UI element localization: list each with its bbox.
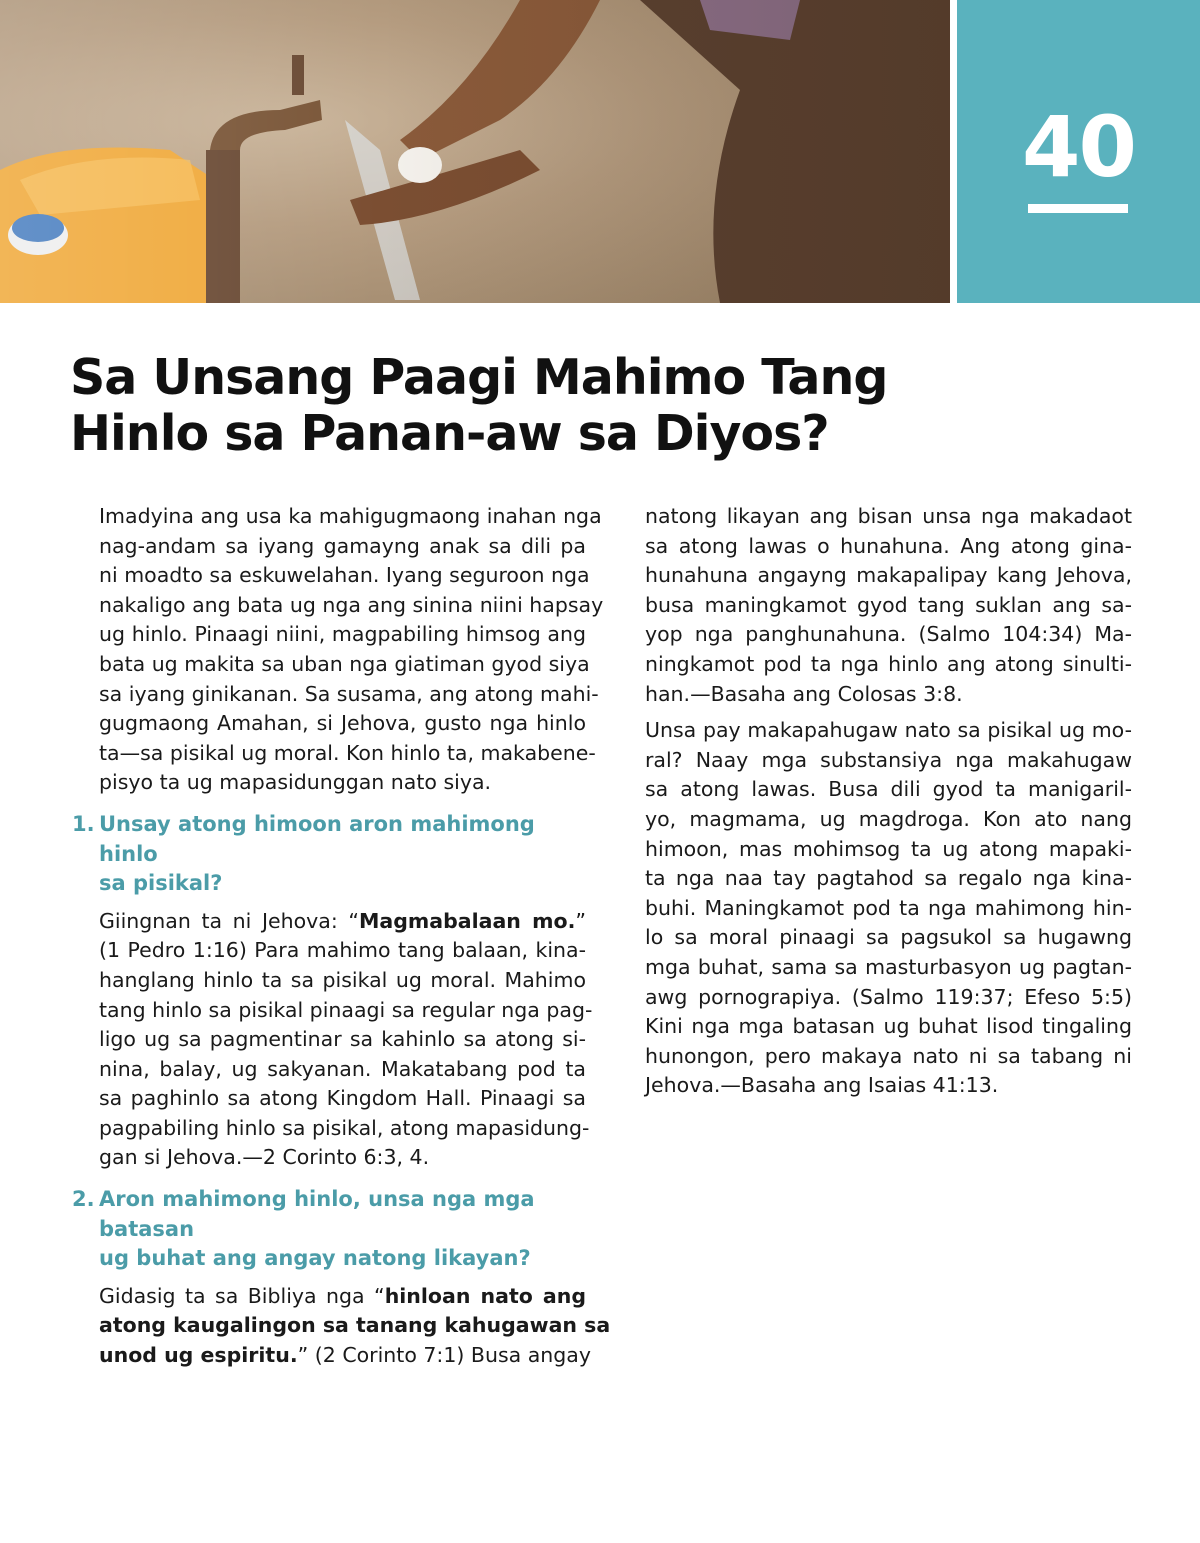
question-heading [72, 810, 586, 899]
text-line [645, 953, 1132, 983]
text-run: hunongon, pero makaya nato ni sa tabang ni [645, 1043, 1132, 1068]
text-line [99, 709, 586, 739]
text-run: yop nga panghunahuna. (Salmo 104:34) Ma- [645, 622, 1132, 647]
text-line [99, 502, 602, 532]
text-line [645, 864, 1132, 894]
question-text: Aron mahimong hinlo, unsa nga mga batasan [99, 1187, 535, 1241]
text-line [645, 775, 1132, 805]
text-line [99, 1341, 591, 1371]
text-line [99, 650, 590, 680]
paragraph [645, 716, 1132, 1101]
text-run: gan si Jehova.—2 Corinto 6:3, 4. [99, 1145, 430, 1170]
text-line [99, 996, 593, 1026]
title-line: Hinlo sa Panan-aw sa Diyos? [70, 405, 829, 462]
text-line [99, 591, 604, 621]
text-line [99, 1143, 586, 1173]
text-run: ta nga naa tay pagtahod sa regalo nga kina- [645, 866, 1132, 891]
text-run: ral? Naay mga substansiya nga makahugaw [645, 747, 1132, 772]
hero-photo-handwashing [0, 0, 950, 303]
question-number: 1. [72, 811, 95, 836]
text-line [99, 936, 586, 966]
text-run: ug hinlo. Pinaagi niini, magpabiling himsog ang [99, 622, 586, 647]
text-run: Gidasig ta sa Bibliya nga “ [99, 1283, 385, 1308]
text-run: han.—Basaha ang Colosas 3:8. [645, 681, 963, 706]
text-run: sa paghinlo sa atong Kingdom Hall. Pinaagi sa [99, 1086, 586, 1111]
text-run: nakaligo ang bata ug nga ang sinina niini hapsay [99, 592, 604, 617]
text-line [99, 739, 596, 769]
question-text: Unsay atong himoon aron mahimong hinlo [99, 811, 535, 866]
text-run: awg pornograpiya. (Salmo 119:37; Efeso 5:5) [645, 984, 1132, 1009]
text-run: Kini nga mga batasan ug buhat lisod tingaling [645, 1014, 1132, 1039]
text-run: sa atong lawas. Busa dili gyod ta manigaril- [645, 777, 1132, 802]
text-run: Imadyina ang usa ka mahigugmaong inahan nga [99, 504, 602, 528]
text-run: himoon, mas mohimsog ta ug atong mapaki- [645, 836, 1132, 861]
text-line [645, 923, 1132, 953]
text-line [99, 768, 586, 798]
text-line [99, 1114, 590, 1144]
text-line [645, 680, 1132, 710]
text-line [645, 561, 1132, 591]
text-run: ni moadto sa eskuwelahan. Iyang seguroon nga [99, 563, 590, 588]
text-run: nag-andam sa iyang gamayng anak sa dili pa [99, 533, 586, 558]
text-run: (1 Pedro 1:16) Para mahimo tang balaan, kina- [99, 938, 586, 963]
text-line [645, 532, 1132, 562]
text-line [99, 561, 590, 591]
text-run: Giingnan ta ni Jehova: “ [99, 908, 359, 933]
lesson-number: 40 [1022, 98, 1135, 196]
paragraph [99, 1282, 611, 1371]
text-run: sa atong lawas o hunahuna. Ang atong gina- [645, 533, 1132, 558]
text-line [645, 650, 1132, 680]
text-line [99, 1025, 586, 1055]
text-line [99, 907, 586, 937]
text-run: bata ug makita sa uban nga giatiman gyod siya [99, 651, 590, 676]
text-run: ta—sa pisikal ug moral. Kon hinlo ta, makabene- [99, 740, 596, 765]
text-run: ” [575, 908, 586, 933]
text-run: busa maningkamot gyod tang suklan ang sa- [645, 592, 1132, 617]
text-line [99, 1084, 586, 1114]
text-line [99, 1282, 586, 1312]
bold-scripture-text: Magmabalaan mo. [359, 908, 576, 933]
text-line [645, 805, 1132, 835]
text-line [99, 1311, 611, 1341]
paragraph [99, 502, 604, 798]
text-run: yo, magmama, ug magdroga. Kon ato nang [645, 806, 1132, 831]
bold-scripture-text: hinloan nato ang [384, 1283, 586, 1308]
bold-scripture-text: atong kaugalingon sa tanang kahugawan sa [99, 1313, 611, 1338]
paragraph [99, 907, 593, 1173]
text-line [645, 502, 1132, 532]
text-run: pagpabiling hinlo sa pisikal, atong mapasidung- [99, 1115, 590, 1140]
text-line [99, 966, 586, 996]
text-line [645, 620, 1132, 650]
text-run: ” (2 Corinto 7:1) Busa angay [297, 1343, 591, 1368]
text-line [645, 716, 1132, 746]
text-run: pisyo ta ug mapasidunggan nato siya. [99, 770, 492, 795]
lesson-number-panel [957, 0, 1200, 303]
question-heading [72, 1185, 586, 1274]
question-number: 2. [72, 1187, 95, 1212]
text-line [645, 1071, 1132, 1101]
text-run: lo sa moral pinaagi sa pagsukol sa hugawng [645, 925, 1132, 950]
text-line [99, 680, 599, 710]
text-run: hanglang hinlo ta sa pisikal ug moral. Mahimo [99, 967, 586, 992]
text-run: hunahuna angayng makapalipay kang Jehova, [645, 563, 1132, 588]
text-line [645, 983, 1132, 1013]
text-line [99, 1055, 586, 1085]
bold-scripture-text: unod ug espiritu. [99, 1343, 298, 1368]
text-run: ningkamot pod ta nga hinlo ang atong sinulti- [645, 651, 1132, 676]
text-line [645, 1042, 1132, 1072]
text-run: Unsa pay makapahugaw nato sa pisikal ug mo- [645, 718, 1132, 743]
text-run: sa iyang ginikanan. Sa susama, ang atong mahi- [99, 681, 599, 706]
text-run: gugmaong Amahan, si Jehova, gusto nga hinlo [99, 711, 586, 736]
right-column [645, 502, 1132, 1108]
text-line [645, 835, 1132, 865]
text-run: nina, balay, ug sakyanan. Makatabang pod ta [99, 1056, 586, 1081]
text-line [99, 532, 586, 562]
text-run: Jehova.—Basaha ang Isaias 41:13. [645, 1073, 999, 1098]
paragraph [645, 502, 1132, 709]
text-line [99, 620, 586, 650]
page-title [70, 350, 887, 462]
left-column [72, 502, 611, 1378]
question-text: sa pisikal? [99, 871, 223, 896]
text-run: ligo ug sa pagmentinar sa kahinlo sa atong si- [99, 1027, 586, 1052]
text-run: buhi. Maningkamot pod ta nga mahimong hin- [645, 895, 1132, 920]
title-line: Sa Unsang Paagi Mahimo Tang [70, 349, 888, 406]
lesson-number-underline [1028, 204, 1128, 213]
text-line [645, 746, 1132, 776]
question-text: ug buhat ang angay natong likayan? [99, 1246, 531, 1271]
text-line [645, 591, 1132, 621]
text-line [645, 894, 1132, 924]
text-run: natong likayan ang bisan unsa nga makadaot [645, 504, 1132, 528]
text-run: tang hinlo sa pisikal pinaagi sa regular nga pag- [99, 997, 593, 1022]
text-line [645, 1012, 1132, 1042]
text-run: mga buhat, sama sa masturbasyon ug pagtan- [645, 954, 1132, 979]
